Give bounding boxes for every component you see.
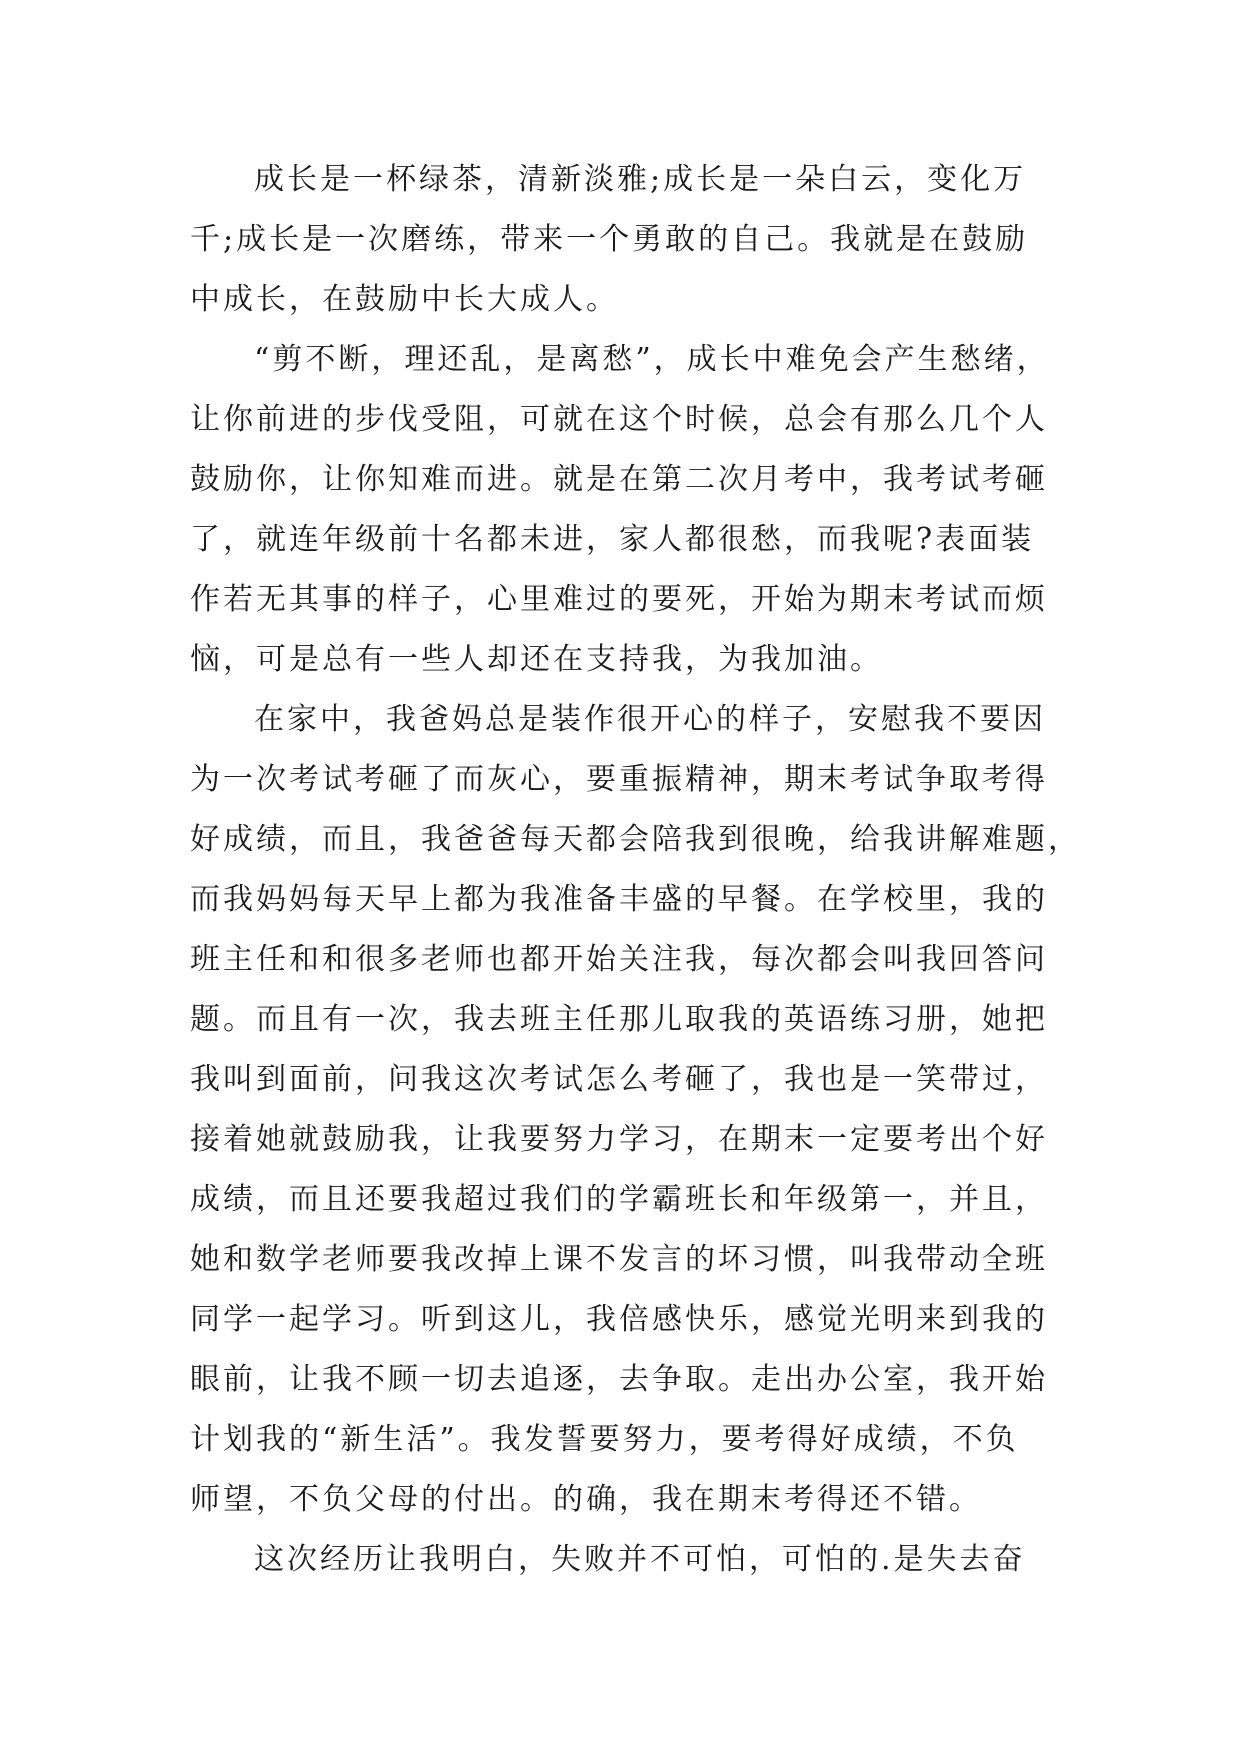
text-line: 作若无其事的样子，心里难过的要死，开始为期末考试而烦 (190, 582, 1048, 617)
text-line: 同学一起学习。听到这儿，我倍感快乐，感觉光明来到我的 (190, 1302, 1048, 1337)
text-line: 让你前进的步伐受阻，可就在这个时候，总会有那么几个人 (190, 402, 1048, 437)
text-line: “剪不断，理还乱，是离愁”，成长中难免会产生愁绪， (254, 342, 1050, 377)
text-line: 眼前，让我不顾一切去追逐，去争取。走出办公室，我开始 (190, 1362, 1048, 1397)
text-line: 鼓励你，让你知难而进。就是在第二次月考中，我考试考砸 (190, 462, 1048, 497)
text-line: 师望，不负父母的付出。的确，我在期末考得还不错。 (190, 1482, 982, 1517)
text-line: 班主任和和很多老师也都开始关注我，每次都会叫我回答问 (190, 942, 1048, 977)
text-line: 成长是一杯绿茶，清新淡雅;成长是一朵白云，变化万 (254, 162, 1027, 197)
text-line: 中成长，在鼓励中长大成人。 (190, 282, 619, 317)
text-line: 好成绩，而且，我爸爸每天都会陪我到很晚，给我讲解难题， (190, 822, 1081, 857)
text-line: 我叫到面前，问我这次考试怎么考砸了，我也是一笑带过， (190, 1062, 1048, 1097)
text-line: 恼，可是总有一些人却还在支持我，为我加油。 (190, 642, 883, 677)
text-line: 成绩，而且还要我超过我们的学霸班长和年级第一，并且， (190, 1182, 1048, 1217)
text-line: 而我妈妈每天早上都为我准备丰盛的早餐。在学校里，我的 (190, 882, 1048, 917)
text-line: 为一次考试考砸了而灰心，要重振精神，期末考试争取考得 (190, 762, 1048, 797)
text-line: 这次经历让我明白，失败并不可怕，可怕的.是失去奋 (254, 1542, 1026, 1577)
text-line: 题。而且有一次，我去班主任那儿取我的英语练习册，她把 (190, 1002, 1048, 1037)
body-text (190, 150, 1081, 1590)
text-line: 千;成长是一次磨练，带来一个勇敢的自己。我就是在鼓励 (190, 222, 1029, 257)
text-line: 计划我的“新生活”。我发誓要努力，要考得好成绩，不负 (190, 1422, 1019, 1457)
text-line: 她和数学老师要我改掉上课不发言的坏习惯，叫我带动全班 (190, 1242, 1048, 1277)
text-line: 了，就连年级前十名都未进，家人都很愁，而我呢?表面装 (190, 522, 1035, 557)
text-line: 接着她就鼓励我，让我要努力学习，在期末一定要考出个好 (190, 1122, 1048, 1157)
text-line: 在家中，我爸妈总是装作很开心的样子，安慰我不要因 (254, 702, 1046, 737)
